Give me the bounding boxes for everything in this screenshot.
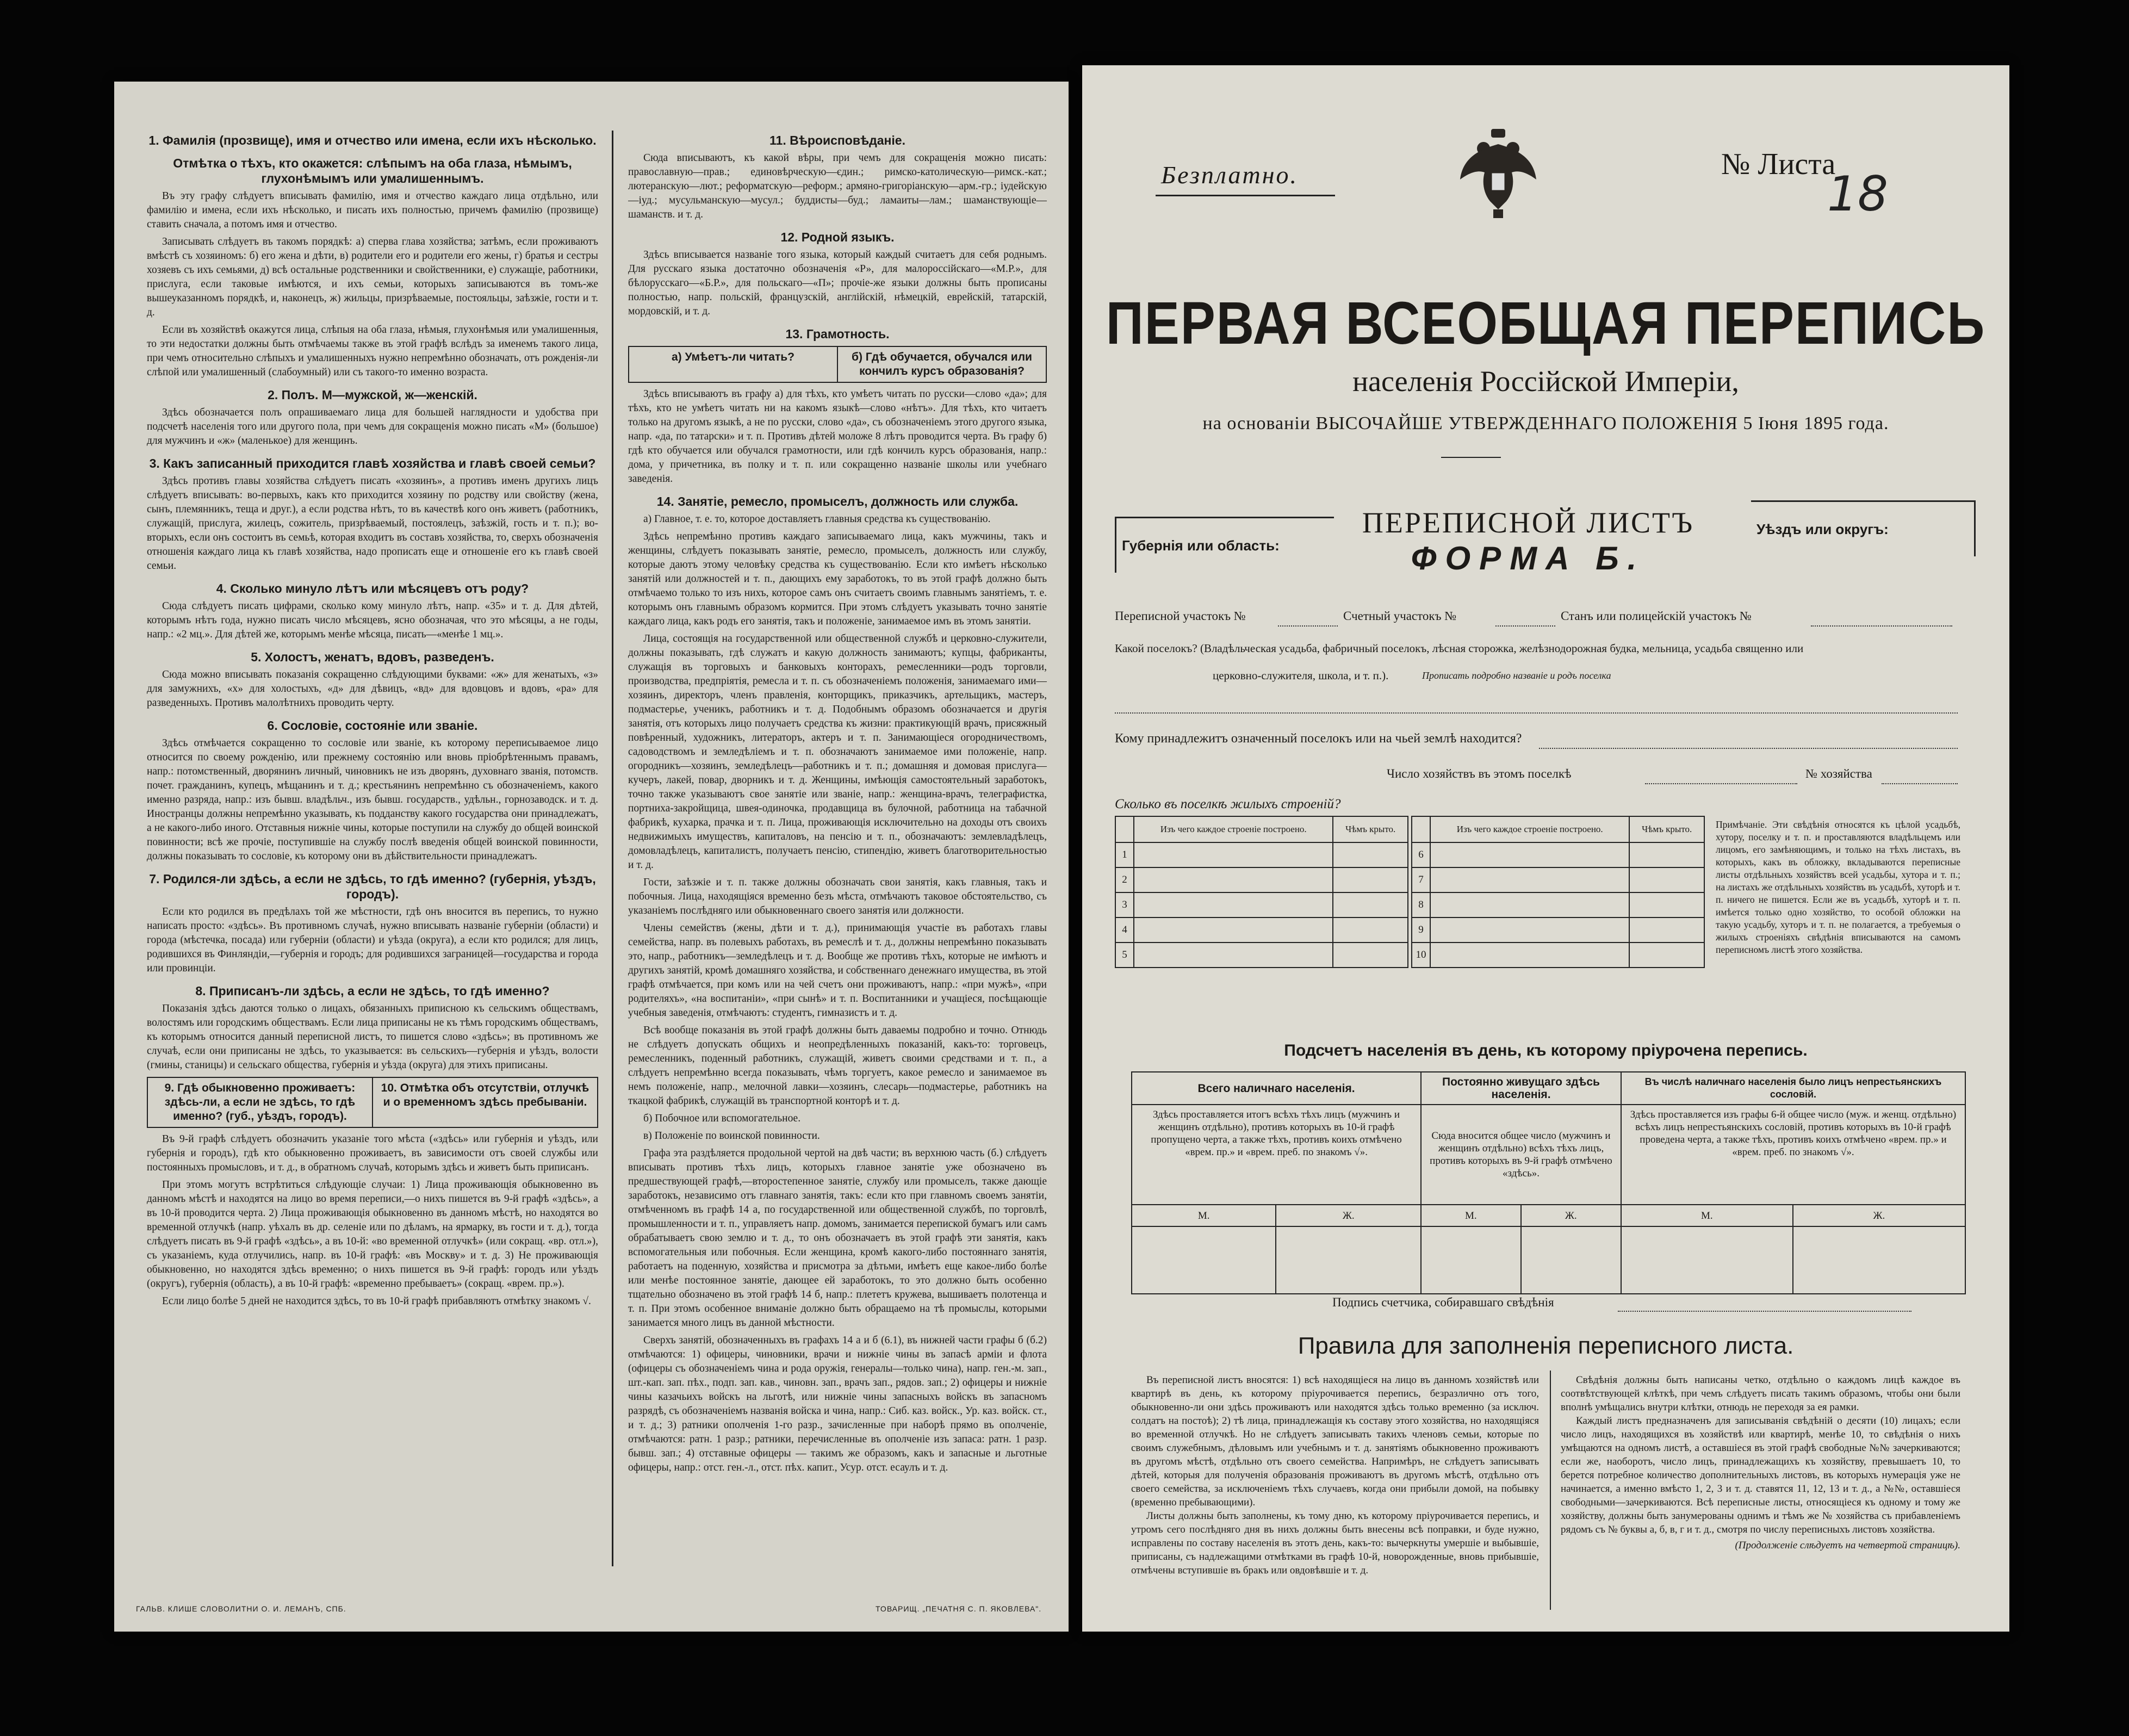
building-row: 8	[1412, 892, 1704, 917]
instruction-paragraph: Сюда вписываютъ, къ какой вѣры, при чемъ для сокращенія можно писать: православную—прав.; единовѣрческую—єдин.; римско-католическую—римск.-кат.; лютеранскую—лют.; реформатскую—реформ.; армяно-григоріанскую—арм.-гр.; іудейскую—іуд.; мусульманскую—мусул.; буддисты—буд.; ламаиты—лам.; шаманствующіе—шаманств. и т. д.	[628, 152, 1047, 220]
sheet-number-label: № Листа	[1721, 147, 1836, 181]
stan-input[interactable]	[1811, 625, 1952, 627]
section-heading: 14. Занятіе, ремесло, промыселъ, должность или служба.	[656, 494, 1019, 509]
enumerator-signature-label: Подпись счетчика, собиравшаго свѣдѣнія	[1332, 1295, 1554, 1309]
poselok-hint: Прописать подробно названіе и родъ поселка	[1422, 670, 1611, 681]
buildings-note: Примѣчаніе. Эти свѣдѣнія относятся къ цѣлой усадьбѣ, хутору, поселку и т. п. и проставляются владѣльцемъ или лицомъ, его замѣняющимъ, и только на тѣхъ листахъ, въ которыхъ, какъ въ обложку, вкладываются переписные листы отдѣльныхъ хозяйствъ всей усадьбы, хутора и т. п.; на листахъ же отдѣльныхъ хозяйствъ въ усадьбѣ, хуторѣ и т. п. ничего не пишется. Если же въ усадьбѣ, хуторѣ и т. п. имѣется только одно хозяйство, то особой обложки на такую усадьбу, хуторъ и т. п. не полагается, а требуемыя о жилыхъ строеніяхъ свѣдѣнія вписываются на самомъ переписномъ листѣ этого хозяйства.	[1716, 819, 1960, 955]
section-heading: 7. Родился-ли здѣсь, а если не здѣсь, то гдѣ именно? (губернія, уѣздъ, городъ).	[149, 872, 596, 901]
uezd-field: Уѣздъ или округъ:	[1751, 500, 1976, 556]
permanent-zh-input[interactable]	[1521, 1226, 1621, 1294]
nonpeasant-zh-input[interactable]	[1793, 1226, 1965, 1294]
uchastok-input[interactable]	[1278, 625, 1338, 627]
instructions-column-2	[628, 125, 1047, 1566]
column-heading: 9. Гдѣ обыкновенно проживаетъ: здѣсь-ли, а если не здѣсь, то гдѣ именно? (губ., уѣздъ, городъ).	[164, 1082, 356, 1123]
column-heading: а) Умѣетъ-ли читать?	[672, 351, 795, 363]
population-count-table: Всего наличнаго населенія. Постоянно живущаго здѣсь населенія. Въ числѣ наличнаго населенія было лицъ непрестьянскихъ сословій. Здѣсь проставляется итогъ всѣхъ тѣхъ лицъ (мужчинъ и женщинъ отдѣльно), противъ которыхъ въ 10-й графѣ пропущено черта, а также тѣхъ, противъ коихъ отмѣчено «врем. пр.» и «врем. преб. по знакомъ √». Сюда вносится общее число (мужчинъ и женщинъ отдѣльно) всѣхъ тѣхъ лицъ, противъ которыхъ въ 9-й графѣ отмѣчено «здѣсь». Здѣсь проставляется изъ графы 6-й общее число (муж. и женщ. отдѣльно) всѣхъ лицъ непрестьянскихъ сословій, противъ которыхъ въ 10-й графѣ проведена черта, а также тѣхъ, противъ коихъ отмѣчено «врем. пр.» и «врем. преб. по знакомъ √». М. Ж. М. Ж. М. Ж.	[1131, 1071, 1966, 1294]
building-row: 6	[1412, 842, 1704, 867]
building-row: 9	[1412, 917, 1704, 943]
instruction-paragraph: Сюда слѣдуетъ писать цифрами, сколько кому минуло лѣтъ, напр. «35» и т. д. Для дѣтей, которымъ нѣтъ года, нужно писать число мѣсяцевъ, ясно обозначая, что это мѣсяцы, а не годы, напр.: «2 мц.». Для дѣтей же, которымъ менѣе мѣсяца, писать—«менѣе 1 мц.».	[147, 600, 598, 640]
divider	[1156, 195, 1335, 196]
instruction-paragraph: б) Побочное или вспомогательное.	[643, 1113, 801, 1124]
guberniya-field: Губернія или область:	[1115, 517, 1334, 573]
owner-input[interactable]	[1539, 748, 1958, 749]
poselok-label: Какой поселокъ? (Владѣльческая усадьба, фабричный поселокъ, лѣсная сторожка, желѣзнодорожная будка, мельница, усадьба священно или	[1115, 642, 1804, 655]
building-row: 10	[1412, 943, 1704, 968]
section-heading: 5. Холостъ, женатъ, вдовъ, разведенъ.	[251, 650, 494, 664]
column-heading: б) Гдѣ обучается, обучался или кончилъ курсъ образованія?	[837, 347, 1046, 382]
poselok-input[interactable]	[1115, 712, 1958, 714]
instruction-paragraph: Здѣсь вписываютъ въ графу а) для тѣхъ, кто умѣетъ читать по русски—слово «да»; для тѣхъ, кто не умѣетъ читать ни на какомъ языкѣ—слово «нѣтъ». Для тѣхъ, кто читаетъ только на другомъ языкѣ, а не по русски, слово «да», съ обозначеніемъ этого другого языка, напр. «да, по татарски» и т. п. Противъ дѣтей моложе 8 лѣтъ проводится черта. Въ графу б) гдѣ кто обучается или обучался грамотности, или гдѣ кончилъ курсъ образованія, напр.: дома, у причетника, въ полку и т. п. или сокращенно названіе школы или учебнаго заведенія.	[628, 388, 1047, 485]
buildings-table-right: Изъ чего каждое строеніе построено. Чѣмъ крыто. 6 7 8 9 10	[1411, 816, 1705, 968]
schetny-input[interactable]	[1495, 625, 1555, 627]
rules-column-left: Въ переписной листъ вносятся: 1) всѣ находящіеся на лицо въ данномъ хозяйствѣ или квартирѣ въ день, къ которому пріурочивается перепись, безразлично отъ того, обыкновенно-ли они здѣсь проживаютъ или находятся здѣсь только временно (за исключ. солдатъ на постоѣ); 2) тѣ лица, принадлежащія къ составу этого хозяйства, но находящіяся во временной отлучкѣ. Но не слѣдуетъ записывать такихъ членовъ семьи, которые по своимъ служебнымъ, дѣловымъ или учебнымъ и т. д. занятіямъ обыкновенно проживаютъ въ другомъ мѣстѣ, отдѣльно отъ своего семейства. Напримѣръ, не слѣдуетъ записывать дѣтей, которыя для полученія образованія проживаютъ въ другомъ мѣстѣ, отдѣльно отъ своего семейства, за исключеніемъ тѣхъ случаевъ, когда они прибыли домой, на побывку (временно пребывающими). Листы должны быть заполнены, къ тому дню, къ которому пріурочивается перепись, и утромъ сего послѣдняго дня въ нихъ должны быть внесены всѣ поправки, и буде нужно, исправлены по составу населенія въ этотъ день, какъ-то: вычеркнуты умершіе и выбывшіе, приписаны, съ надлежащими отмѣтками въ графѣ 10-й, новорожденные, вновь прибывшіе, отмѣчены вступившіе въ бракъ или овдовѣвшіе и т. д.	[1131, 1374, 1539, 1576]
instruction-paragraph: Если лицо болѣе 5 дней не находится здѣсь, то въ 10-й графѣ прибавляютъ отмѣтку знакомъ √.	[162, 1295, 591, 1307]
divider	[1441, 457, 1501, 458]
nonpeasant-m-input[interactable]	[1621, 1226, 1793, 1294]
column-heading-box	[147, 1077, 598, 1128]
sheet-number-value: 18	[1827, 166, 1888, 222]
household-number-label: № хозяйства	[1805, 767, 1872, 780]
section-heading: 8. Приписанъ-ли здѣсь, а если не здѣсь, то гдѣ именно?	[195, 984, 550, 998]
uchastok-label: Переписной участокъ №	[1115, 609, 1246, 623]
instruction-paragraph: Если кто родился въ предѣлахъ той же мѣстности, гдѣ онъ вносится въ перепись, то нужно написать просто: «здѣсь». Въ противномъ случаѣ, нужно вписывать названіе губерніи (области) и города (мѣстечка, посада) или губерніи (области) и уѣзда (округа), а если кто родился; для лицъ, родившихся въ Финляндіи,—губернія и городъ; для родившихся заграницей—государства и города или провинціи.	[147, 906, 598, 974]
households-count-input[interactable]	[1645, 783, 1797, 784]
buildings-question: Сколько въ поселкѣ жилыхъ строеній?	[1115, 797, 1341, 811]
instruction-paragraph: Показанія здѣсь даются только о лицахъ, обязанныхъ приписною къ сельскимъ обществамъ, волостямъ или городскимъ обществамъ. Если лица приписаны не къ тѣмъ городскимъ обществамъ, къ которымъ относится данный переписной листъ, то пишется слово «здѣсь»; въ противномъ же случаѣ, если они приписаны не здѣсь, то указывается: въ сельскихъ—губернія и уѣздъ, волости (гмины, станицы) и сельскаго общества, губернія и уѣзда (округа) для этихъ приписаны.	[147, 1003, 598, 1071]
building-row: 5	[1115, 943, 1408, 968]
poselok-label-2: церковно-служителя, школа, и т. п.).	[1213, 669, 1389, 682]
section-heading: 11. Вѣроисповѣданіе.	[769, 133, 905, 147]
section-heading: 6. Сословіе, состояніе или званіе.	[267, 718, 478, 733]
form-title	[1354, 506, 1702, 577]
section-heading: 2. Полъ. М—мужской, ж—женскій.	[268, 388, 477, 402]
instruction-paragraph: Здѣсь противъ главы хозяйства слѣдуетъ писать «хозяинъ», а противъ именъ другихъ лицъ слѣдуетъ вписывать: во-первыхъ, какъ кто приходится хозяину по родству или свойству (жена, сынъ, племянникъ, теща и друг.), а если родства нѣтъ, то въ качествѣ кого онъ живетъ (работникъ, служащій, прислуга, жилецъ, сожитель, призрѣваемый, постоялецъ, заѣзжій, гость и т. п.); во-вторыхъ, если онъ состоитъ въ семьѣ, которая входитъ въ составъ хозяйства, то, сверхъ обозначенія отношенія каждаго лица къ главѣ хозяйства, надо прописать еще и отношеніе его къ главѣ своей семьи.	[147, 475, 598, 572]
total-m-input[interactable]	[1132, 1226, 1276, 1294]
instruction-paragraph: Здѣсь обозначается полъ опрашиваемаго лица для большей наглядности и удобства при подсчетѣ населенія того или другого пола, при чемъ для сокращенія можно писать «М» (большое) для мужчинъ и «ж» (маленькое) для женщинъ.	[147, 407, 598, 447]
owner-label: Кому принадлежитъ означенный поселокъ или на чьей землѣ находится?	[1115, 731, 1522, 746]
rules-divider	[1550, 1371, 1551, 1610]
instruction-paragraph: Если въ хозяйствѣ окажутся лица, слѣпыя на оба глаза, нѣмыя, глухонѣмыя или умалишенныя, то эти недостатки должны быть отмѣчаемы также въ этой графѣ вслѣдъ за именемъ такого лица, при чемъ относительно слѣпыхъ и умалишенныхъ нужно непремѣнно обозначать, отъ рожденія-ли слѣпой или умалишенный (слабоумный) или съ такого-то именно возраста.	[147, 324, 598, 378]
enumerator-signature-input[interactable]	[1618, 1311, 1911, 1312]
census-form-page	[1082, 65, 2009, 1632]
section-heading: 12. Родной языкъ.	[780, 230, 895, 244]
population-count-title: Подсчетъ населенія въ день, къ которому пріурочена перепись.	[1284, 1041, 1808, 1059]
main-title: ПЕРВАЯ ВСЕОБЩАЯ ПЕРЕПИСЬ	[1106, 289, 1986, 357]
permanent-m-input[interactable]	[1421, 1226, 1521, 1294]
instruction-paragraph: Сюда можно вписывать показанія сокращенно слѣдующими буквами: «ж» для женатыхъ, «з» для замужнихъ, «х» для холостыхъ, «д» для дѣвицъ, «вд» для вдовцовъ и вдовъ, «ра» для разведенныхъ. Противъ малолѣтнихъ проводить черту.	[147, 669, 598, 709]
instruction-paragraph: Сверхъ занятій, обозначенныхъ въ графахъ 14 а и б (6.1), въ нижней части графы б (б.2) отмѣчаются: 1) офицеры, чиновники, врачи и нижніе чины въ запасѣ армiи и флота (офицеры съ обозначеніемъ чина и рода оружія, генералы—только чина), напр. ген.-м. зап., шт.-кап. зап. пѣх., подп. зап. кав., чиновн. зап., врачъ зап., рядов. зап.; 2) офицеры и нижніе чины казачьихъ войскъ на льготѣ, или нижніе чины запасныхъ войскъ въ запасномъ разрядѣ, съ обозначеніемъ названія войска и чина, напр.: Сиб. каз. войск., Ур. каз. войск. ст., и т. д.; 3) ратники ополченія 1-го разр., зачисленные при наборѣ прямо въ ополченіе, отмѣчаются: ратн. 1 разр.; ратники, перечисленные въ ополченіе изъ запаса: ратн. 1 разр. бывш. зап.; 4) отставные офицеры — такимъ же образомъ, какъ и запасные и льготные офицеры, напр.: отст. ген.-л., отст. пѣх. капит., Усур. отст. есаулъ и т. д.	[628, 1335, 1047, 1473]
free-label: Безплатно.	[1161, 161, 1299, 189]
section-heading: 3. Какъ записанный приходится главѣ хозяйства и главѣ своей семьи?	[149, 456, 596, 470]
instruction-paragraph: Здѣсь отмѣчается сокращенно то сословіе или званіе, къ которому переписываемое лицо относится по своему рожденію, или прежнему состоянію или вновь пріобрѣтеннымъ правамъ, напр.: потомственный, дворянинъ личный, чиновникъ не изъ дворянъ, духовнаго званія, потомств. почет. гражданинъ, купецъ, мѣщанинъ и т. д.; крестьянинъ непремѣнно съ обозначеніемъ, какого именно разряда, напр.: изъ бывш. владѣльч., изъ бывш. государств., удѣльн., горнозаводск. и т. д. Иностранцы должны непремѣнно указывать, къ подданству какого государства они принадлежатъ, а не какого-либо иного. Отставныя нижніе чины, которые поступили на службу до общей воинской повинности; всѣ же прочіе, поступившіе на службу послѣ введенія общей воинской повинности, должны показывать то сословіе, къ которому они въ дѣйствительности принадлежатъ.	[147, 737, 598, 862]
building-row: 3	[1115, 892, 1408, 917]
instruction-paragraph: Здѣсь вписывается названіе того языка, который каждый считаетъ для себя роднымъ. Для русскаго языка достаточно обозначенія «Р», для малороссійскаго—«М.Р.», для бѣлорусскаго—«Б.Р.», для польскаго—«П»; прочіе-же языки должны быть прописаны полностью, напр. польскій, французскій, англійскій, нѣмецкій, еврейскій, татарскій, мордовскій, и т. д.	[628, 249, 1047, 317]
households-count-label: Число хозяйствъ въ этомъ поселкѣ	[1387, 767, 1572, 780]
buildings-table-left: Изъ чего каждое строеніе построено. Чѣмъ крыто. 1 2 3 4 5	[1115, 816, 1408, 968]
section-heading: Отмѣтка о тѣхъ, кто окажется: слѣпымъ на оба глаза, нѣмымъ, глухонѣмымъ или умалишеннымъ.	[173, 156, 572, 185]
instruction-paragraph: Члены семействъ (жены, дѣти и т. д.), принимающія участіе въ работахъ главы семейства, напр. въ полевыхъ работахъ, въ ремеслѣ и т. д., должны непремѣнно показывать это, напр., работникъ—земледѣлецъ и т. д. Вообще же противъ тѣхъ, которые не имѣютъ и другихъ занятій, кромѣ домашняго хозяйства, и собственнаго денежнаго имущества, въ этой графѣ отмѣчается, при комъ или на чей счетъ они проживаютъ, напр.: «при мужѣ», «при родителяхъ», «на воспитаніи», «при сынѣ» и т. п. Воспитанники и учащіеся, посѣщающіе учебныя заведенія, отмѣчаютъ: студентъ, гимназистъ и т. д.	[628, 922, 1047, 1019]
instruction-paragraph: Въ эту графу слѣдуетъ вписывать фамилію, имя и отчество каждаго лица отдѣльно, или фамилію и имена, если ихъ нѣсколько, и писать ихъ полностью, причемъ фамилію (прозвище) ставить сначала, а потомъ имя и отчество.	[147, 190, 598, 230]
form-title-line-1: ПЕРЕПИСНОЙ ЛИСТЪ	[1362, 506, 1694, 539]
instructions-column-1	[147, 125, 598, 1566]
household-number-input[interactable]	[1882, 783, 1958, 784]
section-heading: 1. Фамилія (прозвище), имя и отчество или имена, если ихъ нѣсколько.	[148, 133, 597, 147]
instruction-paragraph: Въ 9-й графѣ слѣдуетъ обозначить указаніе того мѣста («здѣсь» или губернія и уѣздъ, или губернія и городъ), гдѣ кто обыкновенно проживаетъ, въ зависимости отъ своей службы или постоянныхъ промысловъ, и т. д., в обратномъ случаѣ, которымъ здѣсь и живетъ быть приписанъ.	[147, 1133, 598, 1173]
instruction-paragraph: Записывать слѣдуетъ въ такомъ порядкѣ: а) сперва глава хозяйства; затѣмъ, если проживаютъ вмѣстѣ съ хозяиномъ: б) его жена и дѣти, в) родители его и родители его жены, г) братья и сестры хозяевъ съ ихъ семьями, д) всѣ остальные родственники и свойственники, е) служащіе, работники, прислуга, если таковые имѣются, и ихъ семьи, которыхъ записываются въ томъ-же вышеуказанномъ порядкѣ, и, наконецъ, ж) жильцы, призрѣваемые, постояльцы, заѣзжіе, гости и т. д.	[147, 236, 598, 318]
left-page	[114, 82, 1069, 1632]
building-row: 4	[1115, 917, 1408, 943]
building-row: 2	[1115, 867, 1408, 892]
imprint-left: ГАЛЬВ. КЛИШЕ СЛОВОЛИТНИ О. И. ЛЕМАНЪ, СПБ.	[136, 1604, 346, 1613]
imprint-right: ТОВАРИЩ. „ПЕЧАТНЯ С. П. ЯКОВЛЕВА".	[876, 1604, 1042, 1613]
instruction-paragraph: Графа эта раздѣляется продольной чертой на двѣ части; въ верхнюю часть (б.) слѣдуетъ вписывать противъ тѣхъ лицъ, которыхъ главное занятіе уже обозначено въ предшествующей графѣ,—второстепенное занятіе, службу или промыселъ, также дающіе заработокъ, независимо отъ главнаго занятія, такъ: если кто при главномъ своемъ занятіи, отмѣченномъ въ графѣ 14 а, по государственной или общественной службѣ, по торговлѣ, промышленности и т. п., управляетъ напр. домомъ, занимается перепиской бумагъ или самъ обрабатываетъ свою землю и т. д., то онъ обозначаетъ въ этой графѣ эти занятія, какъ вспомогательныя или побочныя. Если женщина, кромѣ какого-либо постояннаго занятія, работаетъ на поденную, хозяйства и присмотра за дѣтьми, имѣетъ еще какое-либо болѣе или менѣе постоянное занятіе, дающее ей заработокъ, то это должно быть особенно тщательно обозначено въ этой графѣ 14 б, напр.: плететъ кружева, вышиваетъ полотенца и т. п. При этомъ особенное вниманіе должно быть обращаемо на тѣ промыслы, которыми занимается много лицъ въ данной мѣстности.	[628, 1148, 1047, 1329]
rules-title: Правила для заполненія переписного листа.	[1298, 1332, 1794, 1359]
instruction-paragraph: Всѣ вообще показанія въ этой графѣ должны быть даваемы подробно и точно. Отнюдь не слѣдуетъ допускать общихъ и неопредѣленныхъ показаній, какъ-то: торговецъ, ремесленникъ, поденный работникъ, служащій, живетъ своими средствами и т. п., а слѣдуетъ непремѣнно всегда показывать, чѣмъ торгуетъ, какое ремесло и занимаемое въ немъ положеніе, напр., мелочной лавки—хозяинъ, слесарь—подмастерье, работникъ на ткацкой фабрикѣ, служащій въ транспортной конторѣ и т. д.	[628, 1025, 1047, 1107]
column-heading: 10. Отмѣтка объ отсутствіи, отлучкѣ и о временномъ здѣсь пребываніи.	[372, 1078, 597, 1127]
instruction-paragraph: Здѣсь непремѣнно противъ каждаго записываемаго лица, какъ мужчины, такъ и женщины, слѣдуетъ показывать занятіе, ремесло, промыселъ, должность или службу, которые даютъ этому человѣку средства къ существованію. Если кто имѣетъ нѣсколько занятій или должностей и т. п., дающихъ ему заработокъ, то въ этой графѣ должно быть отмѣчаемо только то изъ нихъ, которое самъ онъ считаетъ своимъ главнымъ занятіемъ, т. е. которымъ онъ главнымъ образомъ кормится. При этомъ слѣдуетъ указывать точно занятіе каждаго лица, какъ родъ его занятія, такъ и положеніе, занимаемое имъ въ этомъ занятіи.	[628, 531, 1047, 627]
building-row: 7	[1412, 867, 1704, 892]
schetny-label: Счетный участокъ №	[1343, 609, 1457, 623]
building-row: 1	[1115, 842, 1408, 867]
section-heading: 4. Сколько минуло лѣтъ или мѣсяцевъ отъ роду?	[216, 581, 529, 596]
instruction-paragraph: в) Положеніе по воинской повинности.	[643, 1130, 820, 1142]
column-divider	[612, 131, 613, 1566]
instruction-paragraph: Лица, состоящія на государственной или общественной службѣ и церковно-служители, должны показывать, гдѣ служатъ и какую должность занимаютъ; купцы, фабриканты, служащія въ торговыхъ и банковыхъ конторахъ, ремесленники—родъ торговли, производства, предпріятія, ремесла и т. п. съ обозначеніемъ положенія, занимаемаго ими—хозяинъ, директоръ, членъ правленія, конторщикъ, приказчикъ, артельщикъ, мастеръ, подмастерье, ученикъ, работникъ и т. д. Подобнымъ образомъ обозначается и другія занятія, отъ которыхъ лицо получаетъ средства къ жизни: практикующій врачъ, присяжный повѣренный, художникъ, литераторъ, актеръ и т. п. Занимающіеся огородничествомъ, садоводствомъ и земледѣліемъ и т. п. обозначаютъ занимаемое ими положеніе, напр. огородникъ—хозяинъ, земледѣлецъ—работникъ и т. п.; домашняя и домовая прислуга—кучеръ, лакей, повар, дворникъ и т. д. Женщины, имѣющія самостоятельный заработокъ, точно также указываютъ свое занятіе или званіе, напр.: женщина-врачъ, телеграфистка, портниха-закройщица, швея-одиночка, продавщица въ булочной, работница на табачной фабрикѣ, кухарка, прачка и т. п. Лица, проживающія исключительно на доходы отъ своихъ недвижимыхъ имуществъ, капиталовъ, на пенсію и т. п., обозначаютъ: землевладѣлецъ, домовладѣлецъ, капиталистъ, получаетъ пенсію, стипендію, живетъ благотворительностью и т. д.	[628, 633, 1047, 871]
total-zh-input[interactable]	[1276, 1226, 1421, 1294]
instruction-paragraph: Гости, заѣзжіе и т. п. также должны обозначать свои занятія, какъ главныя, такъ и побочныя. Лица, находящіяся временно безъ мѣста, отмѣчаютъ таковое обстоятельство, съ указаніемъ послѣдняго или обыкновеннаго своего занятія или должности.	[628, 877, 1047, 916]
section-heading: 13. Грамотность.	[785, 327, 890, 341]
form-title-line-2: ФОРМА Б.	[1411, 540, 1646, 576]
rules-column-right: Свѣдѣнія должны быть написаны четко, отдѣльно о каждомъ лицѣ каждое въ соотвѣтствующей клѣткѣ, при чемъ слѣдуетъ писать такимъ образомъ, чтобы они были вполнѣ умѣщались внутри клѣтки, отнюдь не переходя за ея рамки. Каждый листъ предназначенъ для записыванія свѣдѣній о десяти (10) лицахъ; если число лицъ, находящихся въ хозяйствѣ или квартирѣ, менѣе 10, то свѣдѣнія о нихъ умѣщаются на одномъ листѣ, а оставшіеся въ этой графѣ свободные №№ зачеркиваются; если же, наоборотъ, число лицъ, принадлежащихъ къ хозяйству, превышаетъ 10, то берется потребное количество дополнительныхъ листовъ, въ которыхъ нумерація уже не начинается, а именно вмѣсто 1, 2, 3 и т. д. ставятся 11, 12, 13 и т. д., а №№, оставшіеся свободными—зачеркиваются. Всѣ переписные листы, относящіеся къ одному и тому же хозяйству, должны быть занумерованы однимъ и тѣмъ же № хозяйства съ прибавленіемъ рядомъ съ № буквы а, б, в, г и т. д., смотря по числу переписныхъ листовъ хозяйства. (Продолженіе слѣдуетъ на четвертой страницѣ).	[1561, 1374, 1960, 1551]
stan-label: Станъ или полицейскій участокъ №	[1561, 609, 1752, 623]
subtitle: населенія Россійской Имперіи,	[1352, 365, 1739, 398]
instruction-paragraph: а) Главное, т. е. то, которое доставляетъ главныя средства къ существованію.	[643, 513, 991, 525]
double-headed-eagle-icon	[1457, 128, 1539, 220]
instruction-paragraph: При этомъ могутъ встрѣтиться слѣдующіе случаи: 1) Лица проживающія обыкновенно въ данномъ мѣстѣ и находятся на лицо во время переписи,—о нихъ пишется въ 9-й графѣ «здѣсь», а въ 10-й проводится черта. 2) Лица проживающія обыкновенно въ данномъ мѣстѣ, но находятся во временной отлучкѣ (напр. уѣхалъ въ др. селеніе или по дѣламъ, на ярмарку, въ гости и т. д.), тогда слѣдуетъ писать въ 9-й графѣ «здѣсь», а въ 10-й: «во временной отлучкѣ» (или сокращ. «вр. отл.»), съ указаніемъ, куда отлучились, напр. въ 10-й графѣ: «въ Москву» и т. д. 3) Не проживающія обыкновенно, но находятся здѣсь временно; о нихъ пишется въ 9-й графѣ: городъ или уѣздъ (округъ), губернія (область), а въ 10-й графѣ: «временно пребываетъ» (сокращ. «врем. пр.»).	[147, 1179, 598, 1289]
legal-basis: на основаніи ВЫСОЧАЙШЕ УТВЕРЖДЕННАГО ПОЛОЖЕНІЯ 5 Іюня 1895 года.	[1202, 413, 1889, 433]
column-heading-box	[628, 346, 1047, 383]
